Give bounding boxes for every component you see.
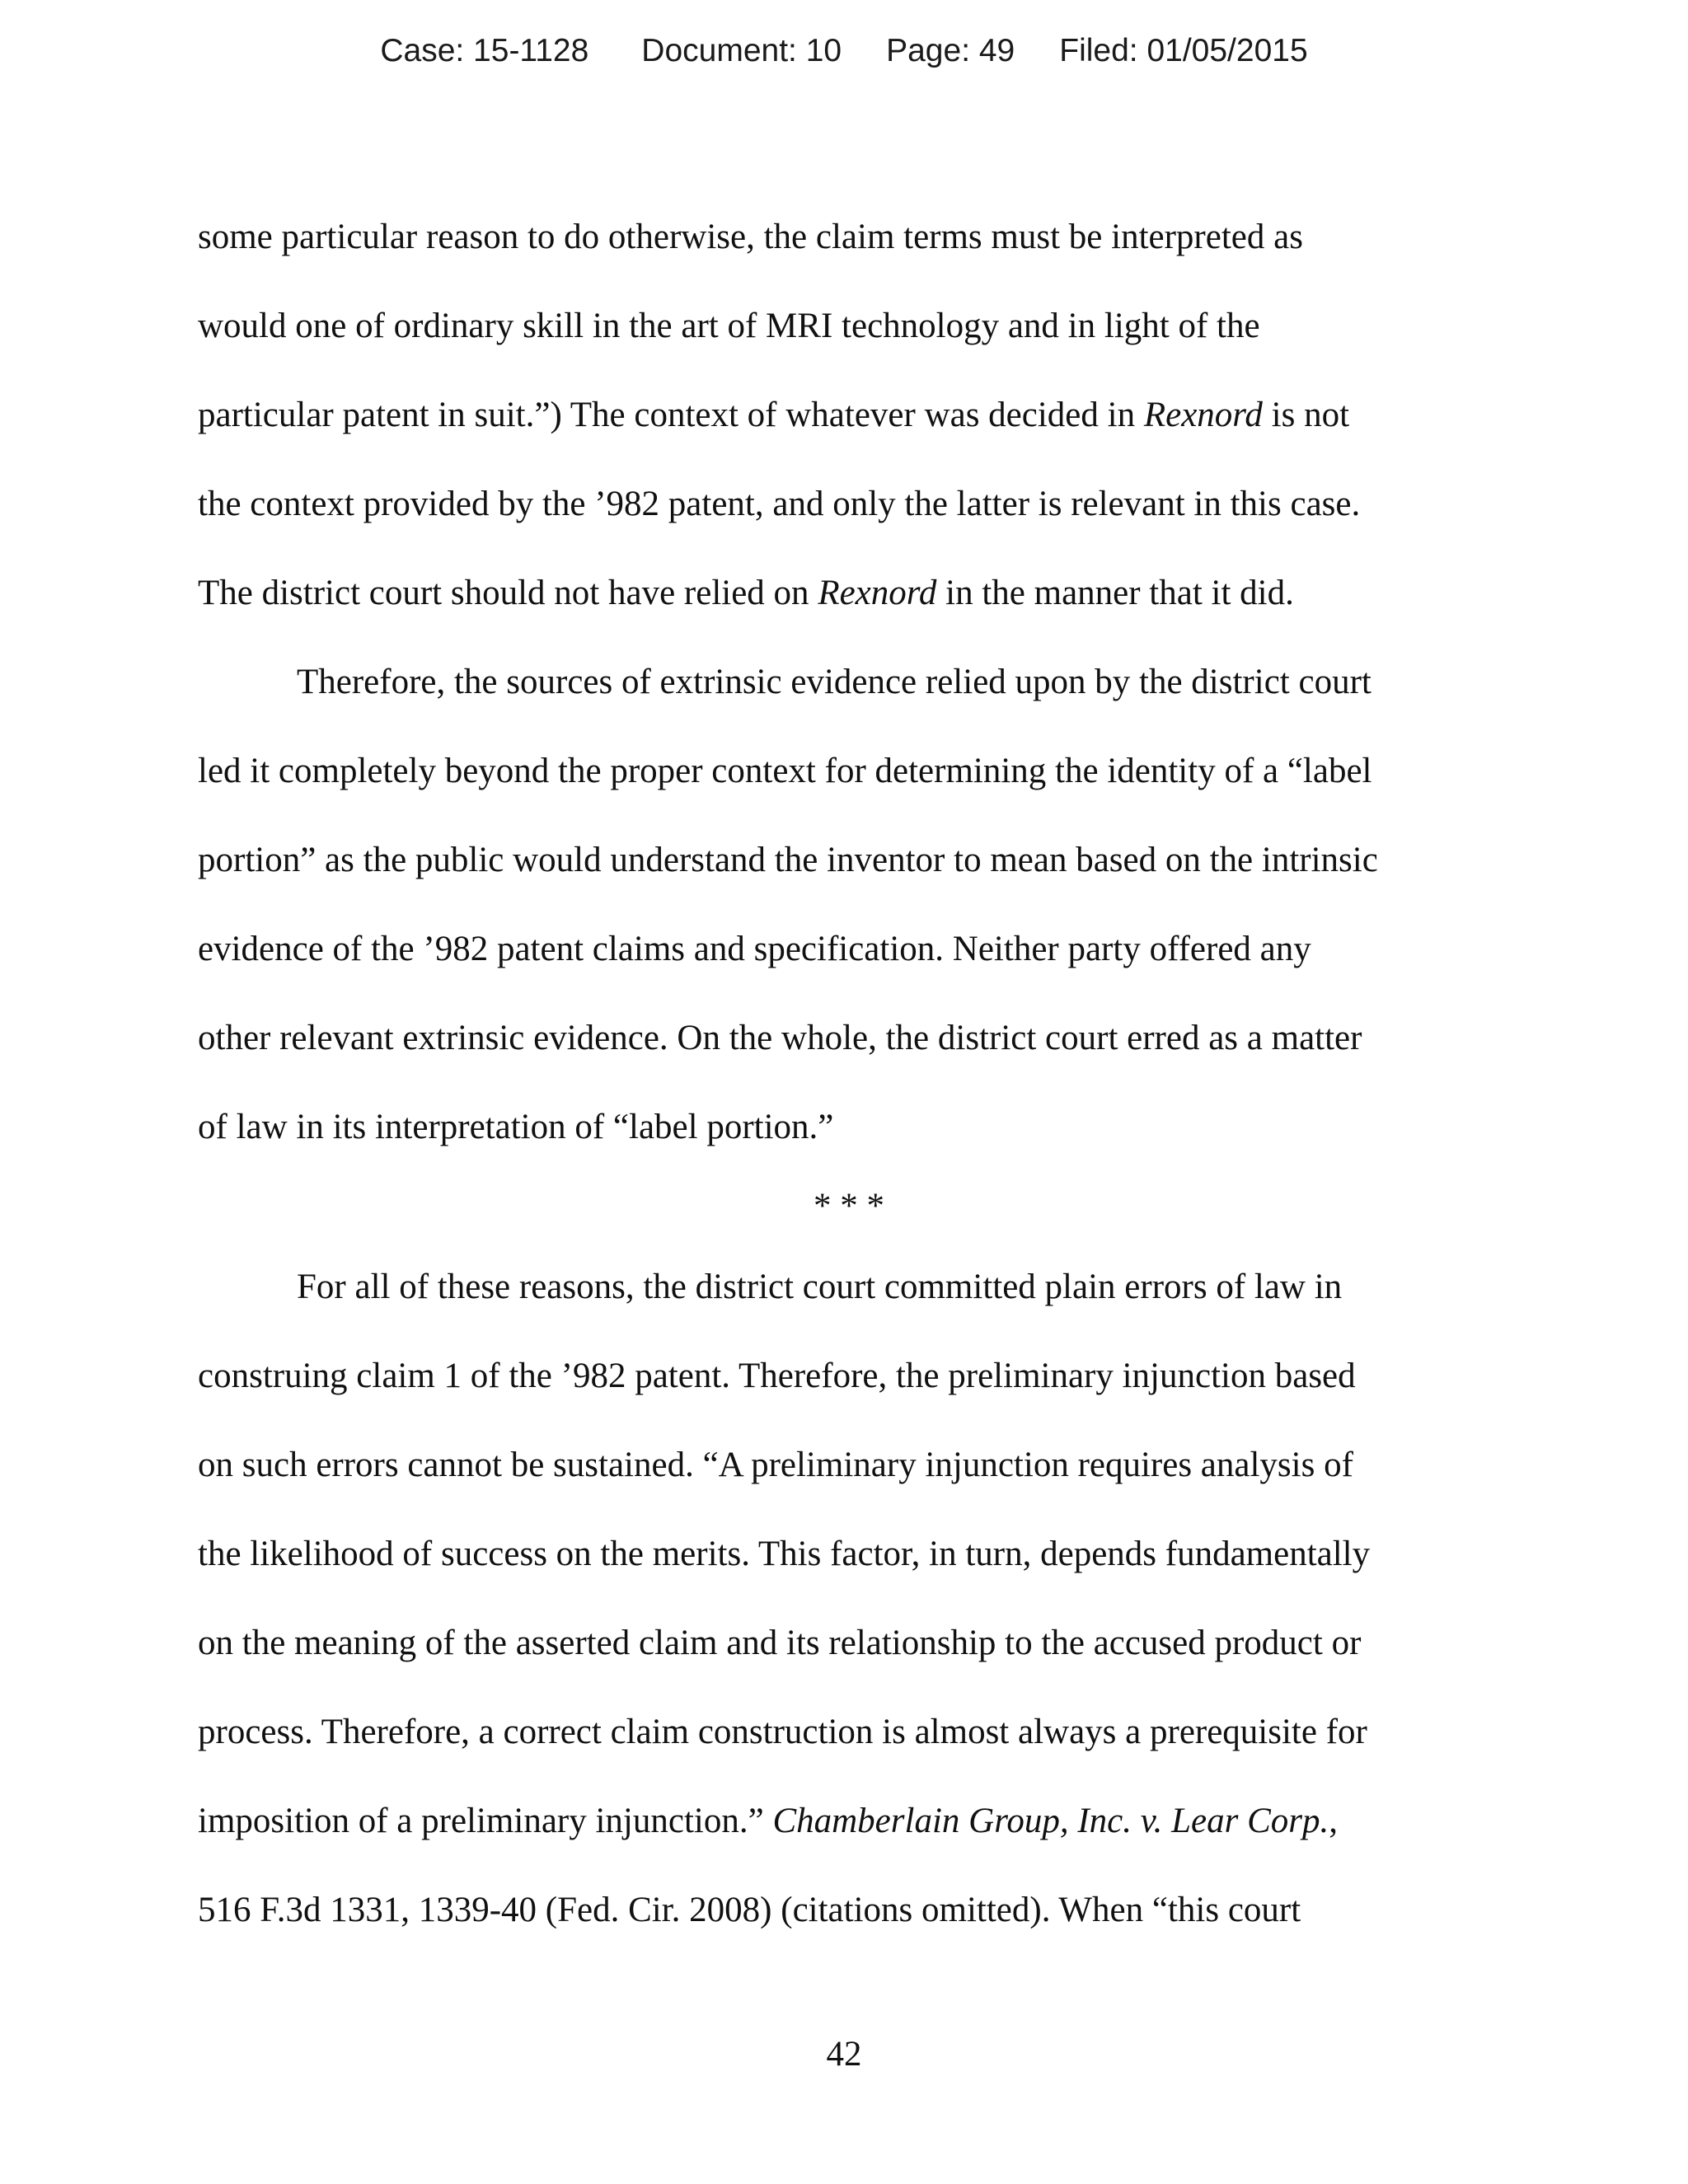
text-line: other relevant extrinsic evidence. On the whole, the district court erred as a matter (198, 1019, 1362, 1057)
case-citation: Chamberlain Group, Inc. v. Lear Corp. (772, 1802, 1329, 1840)
section-break-asterisks: * * * (814, 1187, 884, 1226)
case-name-rexnord: Rexnord (1143, 396, 1263, 434)
text-line: the context provided by the ’982 patent, and only the latter is relevant in this case. (198, 485, 1361, 523)
text-line: led it completely beyond the proper context for determining the identity of a “label (198, 752, 1372, 790)
text-line: would one of ordinary skill in the art of MRI technology and in light of the (198, 307, 1260, 345)
case-header (0, 33, 1688, 69)
page-label: Page: 49 (886, 33, 1015, 68)
text-line: evidence of the ’982 patent claims and specification. Neither party offered any (198, 930, 1311, 968)
text-line: some particular reason to do otherwise, the claim terms must be interpreted as (198, 218, 1303, 256)
text-line: on the meaning of the asserted claim and its relationship to the accused product or (198, 1624, 1362, 1662)
text-line: process. Therefore, a correct claim construction is almost always a prerequisite for (198, 1713, 1367, 1751)
paragraph-start: Therefore, the sources of extrinsic evidence relied upon by the district court (297, 663, 1372, 701)
text-line: the likelihood of success on the merits. This factor, in turn, depends fundamentally (198, 1535, 1371, 1573)
case-name-rexnord: Rexnord (818, 574, 937, 612)
paragraph-start: For all of these reasons, the district court committed plain errors of law in (297, 1268, 1343, 1306)
case-number: Case: 15-1128 (380, 33, 589, 68)
page-number: 42 (826, 2035, 862, 2074)
text-line: of law in its interpretation of “label portion.” (198, 1108, 834, 1146)
text-line: construing claim 1 of the ’982 patent. Therefore, the preliminary injunction based (198, 1357, 1356, 1395)
text-line: imposition of a preliminary injunction.” Chamberlain Group, Inc. v. Lear Corp., (198, 1802, 1339, 1840)
text-line: on such errors cannot be sustained. “A preliminary injunction requires analysis of (198, 1446, 1353, 1484)
text-line: 516 F.3d 1331, 1339-40 (Fed. Cir. 2008) (citations omitted). When “this court (198, 1891, 1301, 1929)
body-text (198, 193, 1500, 1955)
text-line: particular patent in suit.”) The context of whatever was decided in Rexnord is not (198, 396, 1350, 434)
document-number: Document: 10 (641, 33, 842, 68)
filed-date: Filed: 01/05/2015 (1059, 33, 1308, 68)
text-line: portion” as the public would understand the inventor to mean based on the intrinsic (198, 841, 1378, 879)
text-line: The district court should not have relied on Rexnord in the manner that it did. (198, 574, 1294, 612)
